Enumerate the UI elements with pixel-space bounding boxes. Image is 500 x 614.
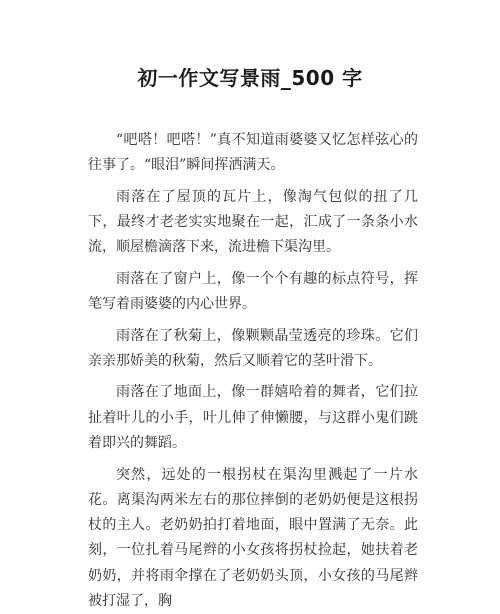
paragraph: 雨落在了地面上，像一群嬉哈着的舞者，它们拉扯着叶儿的小手，叶儿伸了伸懒腰，与这群小鬼们跳着即兴的舞蹈。 (88, 380, 418, 456)
paragraph: 雨落在了屋顶的瓦片上，像淘气包似的扭了几下，最终才老老实实地聚在一起，汇成了一条条小水流，顺屋檐滴落下来，流进檐下渠沟里。 (88, 185, 418, 261)
paragraph: 雨落在了窗户上，像一个个有趣的标点符号，挥笔写着雨婆婆的内心世界。 (88, 267, 418, 318)
paragraph: 雨落在了秋菊上，像颗颗晶莹透亮的珍珠。它们亲亲那娇美的秋菊，然后又顺着它的茎叶滑下。 (88, 324, 418, 375)
paragraph: “吧嗒！吧嗒！”真不知道雨婆婆又忆怎样弦心的往事了。“眼泪”瞬间挥洒满天。 (88, 128, 418, 179)
document-title: 初一作文写景雨_500 字 (0, 62, 500, 91)
paragraph: 突然，远处的一根拐杖在渠沟里溅起了一片水花。离渠沟两米左右的那位摔倒的老奶奶便是这根拐杖的主人。老奶奶拍打着地面，眼中置满了无奈。此刻，一位扎着马尾辫的小女孩将拐杖捡起，她扶着老奶奶，并将雨伞撑在了老奶奶头顶，小女孩的马尾辫被打湿了，胸 (88, 463, 418, 614)
document-body (88, 128, 418, 614)
